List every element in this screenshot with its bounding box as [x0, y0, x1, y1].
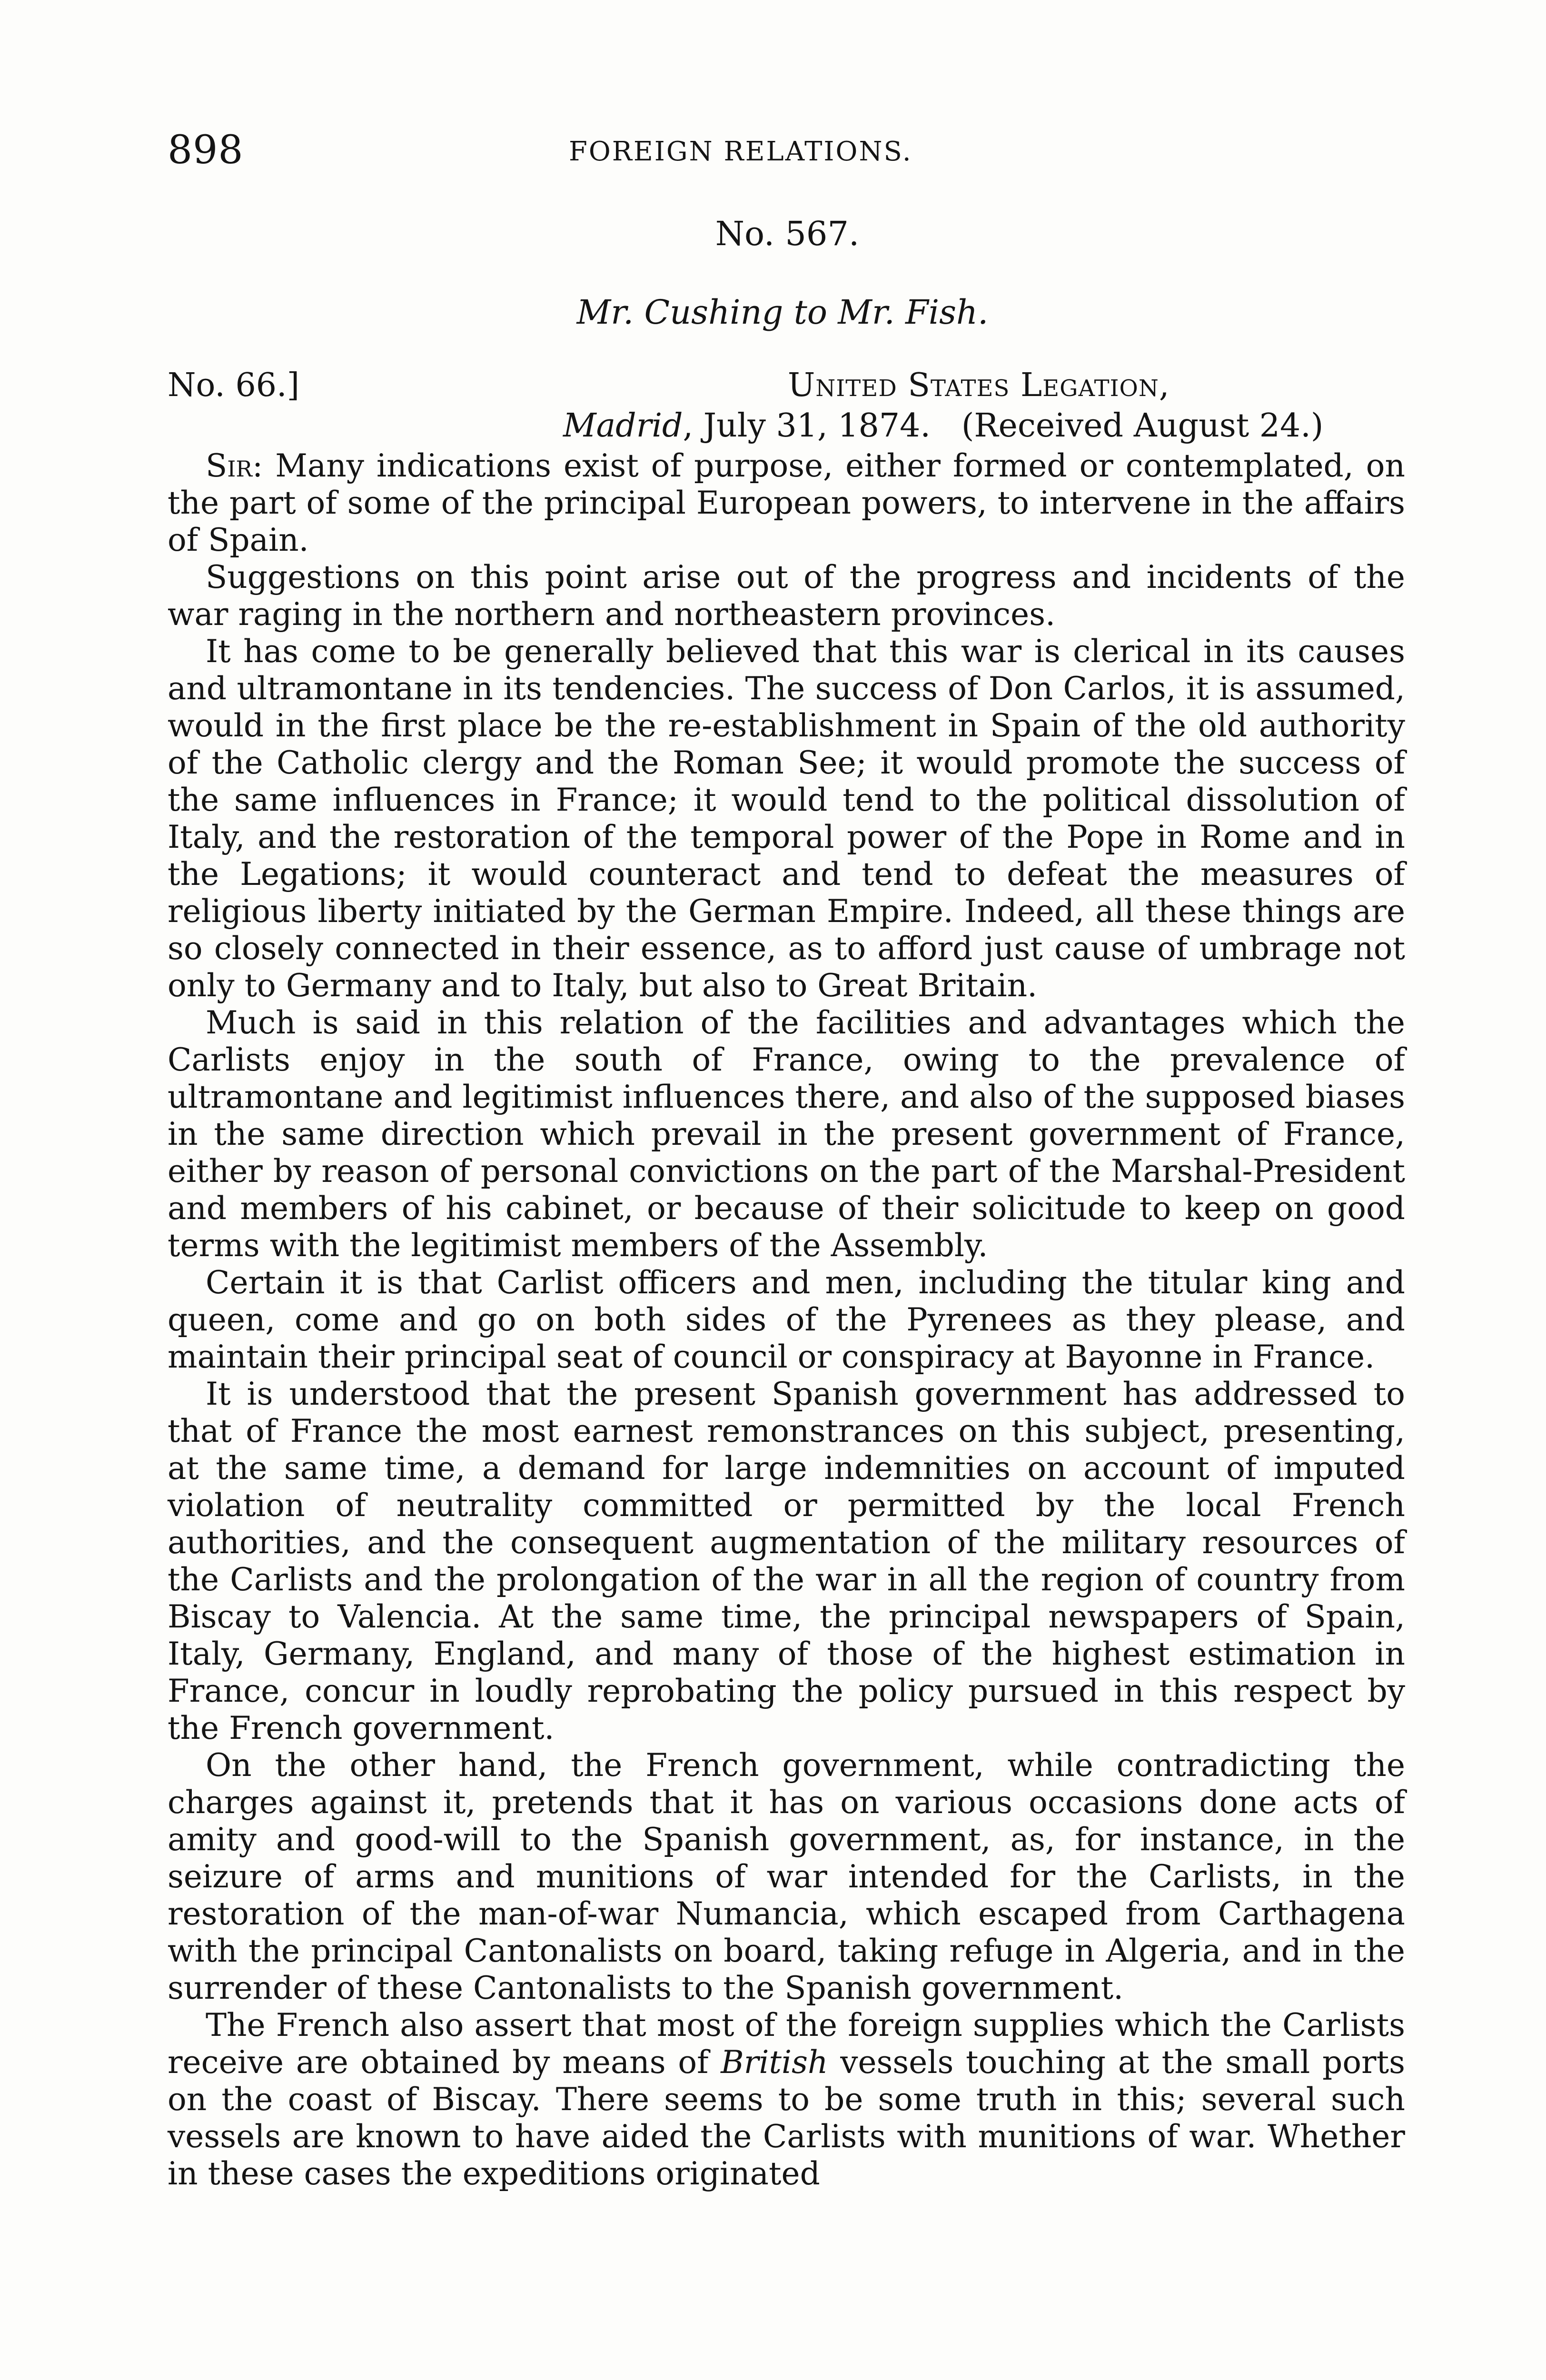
- paragraph: [168, 447, 1405, 559]
- date: , July 31, 1874.: [683, 407, 931, 445]
- paragraph-text: : Many indications exist of purpose, either formed or contemplated, on the part of some of the principal European powers, to intervene in the affairs of Spain.: [168, 447, 1405, 558]
- paragraph: Much is said in this relation of the facilities and advantages which the Carlists enjoy in the south of France, owing to the prevalence of ultramontane and legitimist influences there, and also of the supposed biases in the same direction which prevail in the present government of France, either by reason of personal convictions on the part of the Marshal-President and members of his cabinet, or because of their solicitude to keep on good terms with the legitimist members of the Assembly.: [168, 1004, 1405, 1264]
- paragraph: Suggestions on this point arise out of the progress and incidents of the war raging in the northern and northeastern provinces.: [168, 559, 1405, 633]
- letter-body: [168, 447, 1405, 2192]
- running-title: FOREIGN RELATIONS.: [569, 136, 912, 167]
- place: Madrid: [563, 407, 683, 445]
- document-heading: Mr. Cushing to Mr. Fish.: [576, 293, 989, 332]
- paragraph: [168, 2007, 1405, 2192]
- italic-word: British: [721, 2044, 828, 2081]
- paragraph: On the other hand, the French government, while contradicting the charges against it, pretends that it has on various occasions done acts of amity and good-will to the Spanish government, as, for instance, in the seizure of arms and munitions of war intended for the Carlists, in the restoration of the man-of-war Numancia, which escaped from Carthagena with the principal Cantonalists on board, taking refuge in Algeria, and in the surrender of these Cantonalists to the Spanish government.: [168, 1747, 1405, 2006]
- despatch-number: No. 66.]: [168, 367, 300, 404]
- paragraph-text: The French also assert that most of the foreign supplies which the Carlists receive are obtained by means of: [168, 2007, 1405, 2081]
- document-number: No. 567.: [715, 214, 860, 253]
- received-note: (Received August 24.): [961, 407, 1324, 445]
- paragraph: It has come to be generally believed that this war is clerical in its causes and ultramontane in its tendencies. The success of Don Carlos, it is assumed, would in the first place be the re-establishment in Spain of the old authority of the Catholic clergy and the Roman See; it would promote the success of the same influences in France; it would tend to the political dissolution of Italy, and the restoration of the temporal power of the Pope in Rome and in the Legations; it would counteract and tend to defeat the measures of religious liberty initiated by the German Empire. Indeed, all these things are so closely connected in their essence, as to afford just cause of umbrage not only to Germany and to Italy, but also to Great Britain.: [168, 633, 1405, 1004]
- place-date-line: [563, 407, 1323, 445]
- salutation: Sir: [206, 447, 253, 484]
- paragraph-text: vessels touching at the small ports on the coast of Biscay. There seems to be some truth in this; several such vessels are known to have aided the Carlists with munitions of war. Whether in these cases the expeditions originated: [168, 2044, 1405, 2192]
- page-number: 898: [168, 128, 244, 173]
- legation-name: United States Legation,: [788, 367, 1170, 404]
- paragraph: Certain it is that Carlist officers and men, including the titular king and queen, come and go on both sides of the Pyrenees as they please, and maintain their principal seat of council or conspiracy at Bayonne in France.: [168, 1264, 1405, 1375]
- paragraph: It is understood that the present Spanish government has addressed to that of France the most earnest remonstrances on this subject, presenting, at the same time, a demand for large indemnities on account of imputed violation of neutrality committed or permitted by the local French authorities, and the consequent augmentation of the military resources of the Carlists and the prolongation of the war in all the region of country from Biscay to Valencia. At the same time, the principal newspapers of Spain, Italy, Germany, England, and many of those of the highest estimation in France, concur in loudly reprobating the policy pursued in this respect by the French government.: [168, 1376, 1405, 1746]
